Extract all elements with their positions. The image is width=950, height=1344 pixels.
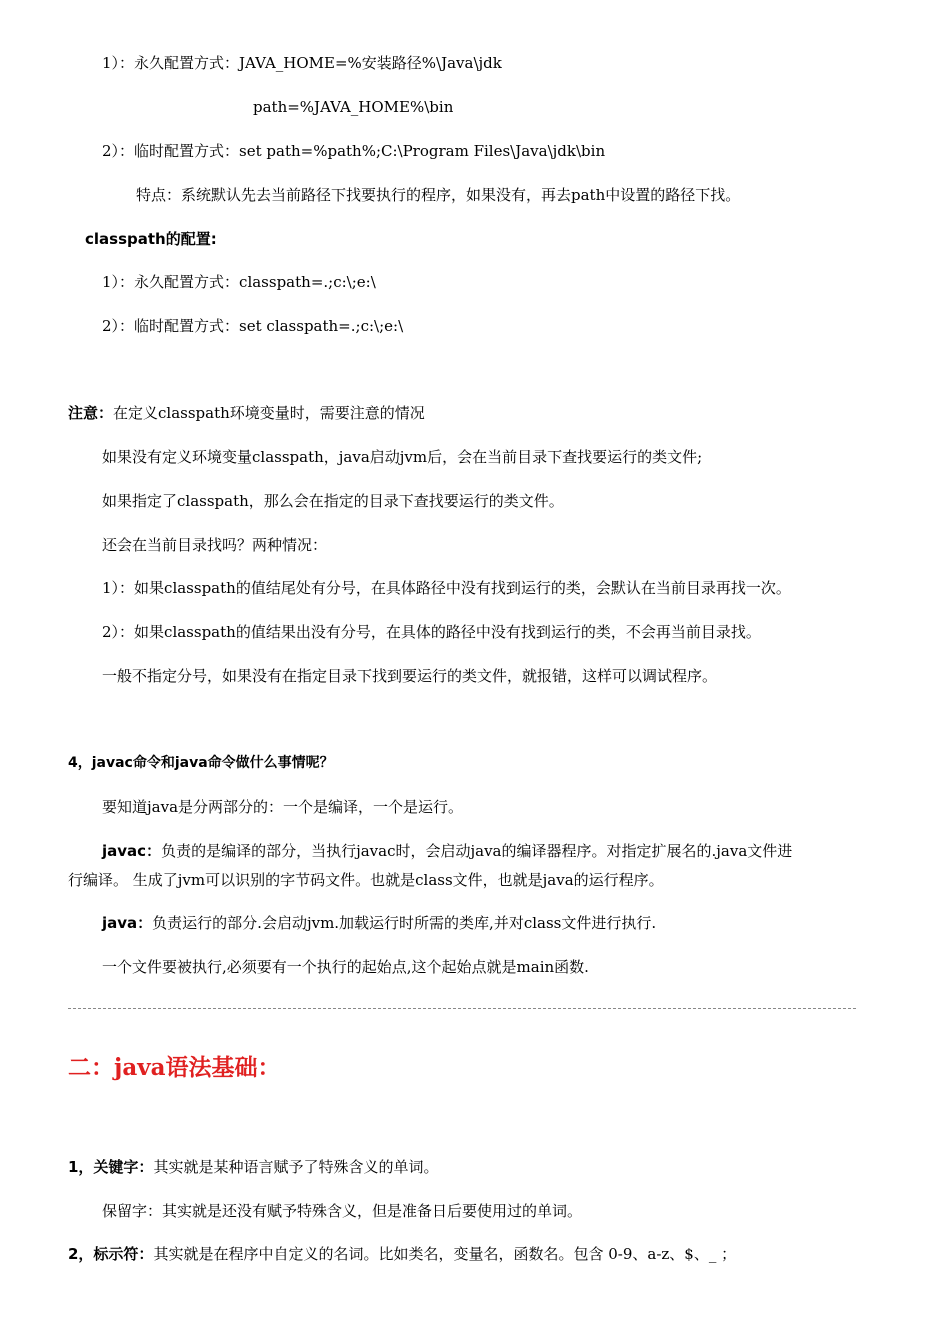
java-label: java：	[102, 914, 153, 932]
note-line	[68, 403, 425, 423]
path-perm-line: 1）：永久配置方式：JAVA_HOME=%安装路径%\Java\jdk	[102, 54, 502, 72]
javac-label: javac：	[102, 842, 162, 860]
keyword-label: 1，关键字：	[68, 1158, 154, 1176]
path-perm-line-2: path=%JAVA_HOME%\bin	[253, 98, 454, 116]
note-paragraph: 2）：如果classpath的值结果出没有分号，在具体的路径中没有找到运行的类，不会再当前目录找。	[102, 623, 761, 641]
main-line: 一个文件要被执行,必须要有一个执行的起始点,这个起始点就是main函数.	[102, 958, 589, 976]
classpath-temp-line: 2）：临时配置方式：set classpath=.;c:\;e:\	[102, 317, 404, 335]
note-paragraph: 还会在当前目录找吗？两种情况：	[102, 536, 328, 554]
path-feature-line: 特点：系统默认先去当前路径下找要执行的程序，如果没有，再去path中设置的路径下找。	[136, 186, 741, 204]
q4-intro: 要知道java是分两部分的：一个是编译，一个是运行。	[102, 798, 464, 816]
reserved-line: 保留字：其实就是还没有赋予特殊含义，但是准备日后要使用过的单词。	[102, 1202, 583, 1220]
java-text: 负责运行的部分.会启动jvm.加载运行时所需的类库,并对class文件进行执行.	[152, 914, 657, 932]
identifier-label: 2，标示符：	[68, 1245, 154, 1263]
keyword-line	[68, 1157, 438, 1177]
classpath-perm-line: 1）：永久配置方式：classpath=.;c:\;e:\	[102, 273, 376, 291]
q4-heading: 4，javac命令和java命令做什么事情呢？	[68, 755, 334, 771]
section-2-heading: 二：java语法基础：	[68, 1054, 281, 1081]
note-paragraph: 1）：如果classpath的值结尾处有分号，在具体路径中没有找到运行的类，会默认在当前目录再找一次。	[102, 579, 791, 597]
path-temp-line: 2）：临时配置方式：set path=%path%;C:\Program Files\Java\jdk\bin	[102, 142, 606, 160]
note-label: 注意：	[68, 404, 114, 422]
note-text: 在定义classpath环境变量时，需要注意的情况	[113, 404, 425, 422]
javac-line	[102, 841, 792, 861]
classpath-heading: classpath的配置:	[85, 230, 217, 248]
keyword-text: 其实就是某种语言赋予了特殊含义的单词。	[153, 1158, 439, 1176]
javac-text: 负责的是编译的部分，当执行javac时，会启动java的编译器程序。对指定扩展名的.java文件进	[161, 842, 793, 860]
java-line	[102, 913, 656, 933]
divider	[68, 1008, 856, 1009]
identifier-line	[68, 1244, 736, 1264]
note-paragraph: 一般不指定分号，如果没有在指定目录下找到要运行的类文件，就报错，这样可以调试程序。	[102, 667, 718, 685]
identifier-text: 其实就是在程序中自定义的名词。比如类名，变量名，函数名。包含 0-9、a-z、$、_ ；	[153, 1245, 737, 1263]
note-paragraph: 如果指定了classpath，那么会在指定的目录下查找要运行的类文件。	[102, 492, 564, 510]
note-paragraph: 如果没有定义环境变量classpath，java启动jvm后，会在当前目录下查找要运行的类文件;	[102, 448, 703, 466]
javac-text-continued: 行编译。 生成了jvm可以识别的字节码文件。也就是class文件，也就是java的运行程序。	[68, 871, 664, 889]
